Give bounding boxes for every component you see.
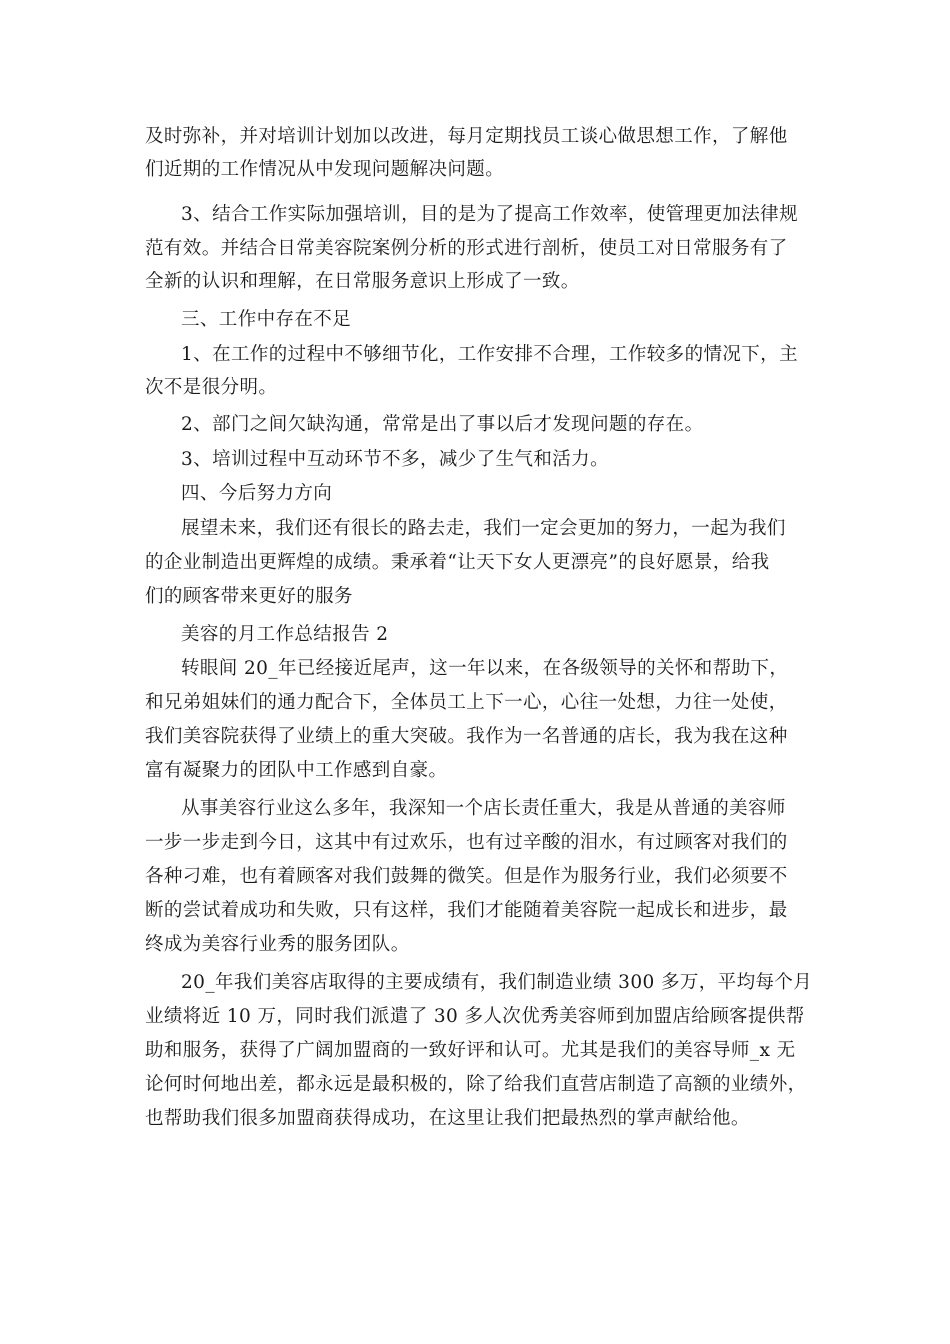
paragraph-line: 转眼间 20_年已经接近尾声，这一年以来，在各级领导的关怀和帮助下， [181,658,789,679]
paragraph-line: 次不是很分明。 [145,377,278,398]
paragraph-line: 范有效。并结合日常美容院案例分析的形式进行剖析，使员工对日常服务有了 [145,238,788,259]
paragraph-line: 论何时何地出差，都永远是最积极的，除了给我们直营店制造了高额的业绩外， [145,1074,807,1095]
paragraph-line: 1、在工作的过程中不够细节化，工作安排不合理，工作较多的情况下，主 [181,344,798,365]
paragraph-line: 业绩将近 10 万，同时我们派遣了 30 多人次优秀美容师到加盟店给顾客提供帮 [145,1006,805,1027]
paragraph-line: 也帮助我们很多加盟商获得成功，在这里让我们把最热烈的掌声献给他。 [145,1108,750,1129]
paragraph-line: 3、结合工作实际加强培训，目的是为了提高工作效率，使管理更加法律规 [181,204,798,225]
paragraph-line: 展望未来，我们还有很长的路去走，我们一定会更加的努力，一起为我们 [181,518,786,539]
paragraph-line: 全新的认识和理解，在日常服务意识上形成了一致。 [145,271,580,292]
paragraph-line: 2、部门之间欠缺沟通，常常是出了事以后才发现问题的存在。 [181,414,704,435]
paragraph-line: 和兄弟姐妹们的通力配合下，全体员工上下一心，心往一处想，力往一处使， [145,692,788,713]
section-heading: 四、今后努力方向 [181,483,333,504]
paragraph-line: 我们美容院获得了业绩上的重大突破。我作为一名普通的店长，我为我在这种 [145,726,788,747]
paragraph-line: 富有凝聚力的团队中工作感到自豪。 [145,760,448,781]
paragraph-line: 各种刁难，也有着顾客对我们鼓舞的微笑。但是作为服务行业，我们必须要不 [145,866,788,887]
paragraph-line: 一步一步走到今日，这其中有过欢乐，也有过辛酸的泪水，有过顾客对我们的 [145,832,788,853]
paragraph-line: 及时弥补，并对培训计划加以改进，每月定期找员工谈心做思想工作，了解他 [145,126,788,147]
paragraph-line: 终成为美容行业秀的服务团队。 [145,934,410,955]
paragraph-line: 从事美容行业这么多年，我深知一个店长责任重大，我是从普通的美容师 [181,798,786,819]
paragraph-line: 断的尝试着成功和失败，只有这样，我们才能随着美容院一起成长和进步，最 [145,900,788,921]
paragraph-line: 3、培训过程中互动环节不多，减少了生气和活力。 [181,449,609,470]
paragraph-line: 助和服务，获得了广阔加盟商的一致好评和认可。尤其是我们的美容导师_x 无 [145,1040,796,1061]
section-heading: 三、工作中存在不足 [181,309,352,330]
paragraph-line: 的企业制造出更辉煌的成绩。秉承着“让天下女人更漂亮”的良好愿景，给我 [145,552,770,573]
report-title: 美容的月工作总结报告 2 [181,624,389,645]
paragraph-line: 们的顾客带来更好的服务 [145,586,353,607]
paragraph-line: 们近期的工作情况从中发现问题解决问题。 [145,159,505,180]
paragraph-line: 20_年我们美容店取得的主要成绩有，我们制造业绩 300 多万，平均每个月 [181,972,813,993]
